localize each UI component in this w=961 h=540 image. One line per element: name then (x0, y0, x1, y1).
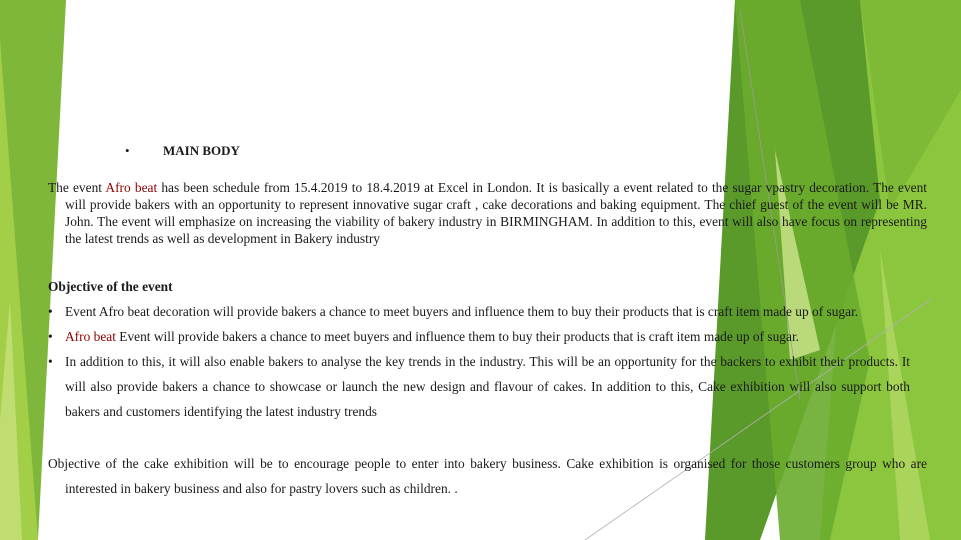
bullet-marker: • (48, 304, 53, 319)
heading-text: MAIN BODY (163, 143, 240, 158)
intro-lead: The event (48, 180, 106, 195)
bullet-item-2 (48, 324, 910, 349)
bullet-item-3 (48, 349, 910, 424)
objective-bullet-list (48, 299, 910, 424)
intro-rest: has been schedule from 15.4.2019 to 18.4.2019 at Excel in London. It is basically a event related to the sugar vpastry decoration. The event will provide bakers with an opportunity to represent innovative sugar craft , cake decorations and baking equipment. The chief guest of the event will be MR. John. The event will emphasize on increasing the viability of bakery industry in BIRMINGHAM. In addition to this, event will also have focus on representing the latest trends as well as development in Bakery industry (65, 180, 927, 246)
objective-title: Objective of the event (48, 279, 173, 294)
heading-bullet: • (125, 143, 130, 158)
bullet-text: Event Afro beat decoration will provide bakers a chance to meet buyers and influence them to buy their products that is craft item made up of sugar. (65, 304, 859, 319)
intro-paragraph (48, 179, 927, 247)
bullet-marker: • (48, 329, 53, 344)
closing-paragraph: Objective of the cake exhibition will be to encourage people to enter into bakery business. Cake exhibition is organised for those customers group who are interested in bakery business and also for pastry lovers such as children. . (48, 456, 927, 496)
bullet-text: Event will provide bakers a chance to meet buyers and influence them to buy their products that is craft item made up of sugar. (115, 329, 800, 344)
main-body-heading (125, 143, 240, 159)
bullet-text: In addition to this, it will also enable bakers to analyse the key trends in the industry. This will be an opportunity for the backers to exhibit their products. It will also provide bakers a chance to showcase or launch the new design and flavour of cakes. In addition to this, Cake exhibition will also support both bakers and customers identifying the latest industry trends (65, 354, 910, 419)
intro-highlight: Afro beat (105, 180, 158, 195)
bullet-item-1 (48, 299, 910, 324)
bullet-highlight: Afro beat (65, 329, 116, 344)
bullet-marker: • (48, 354, 53, 369)
